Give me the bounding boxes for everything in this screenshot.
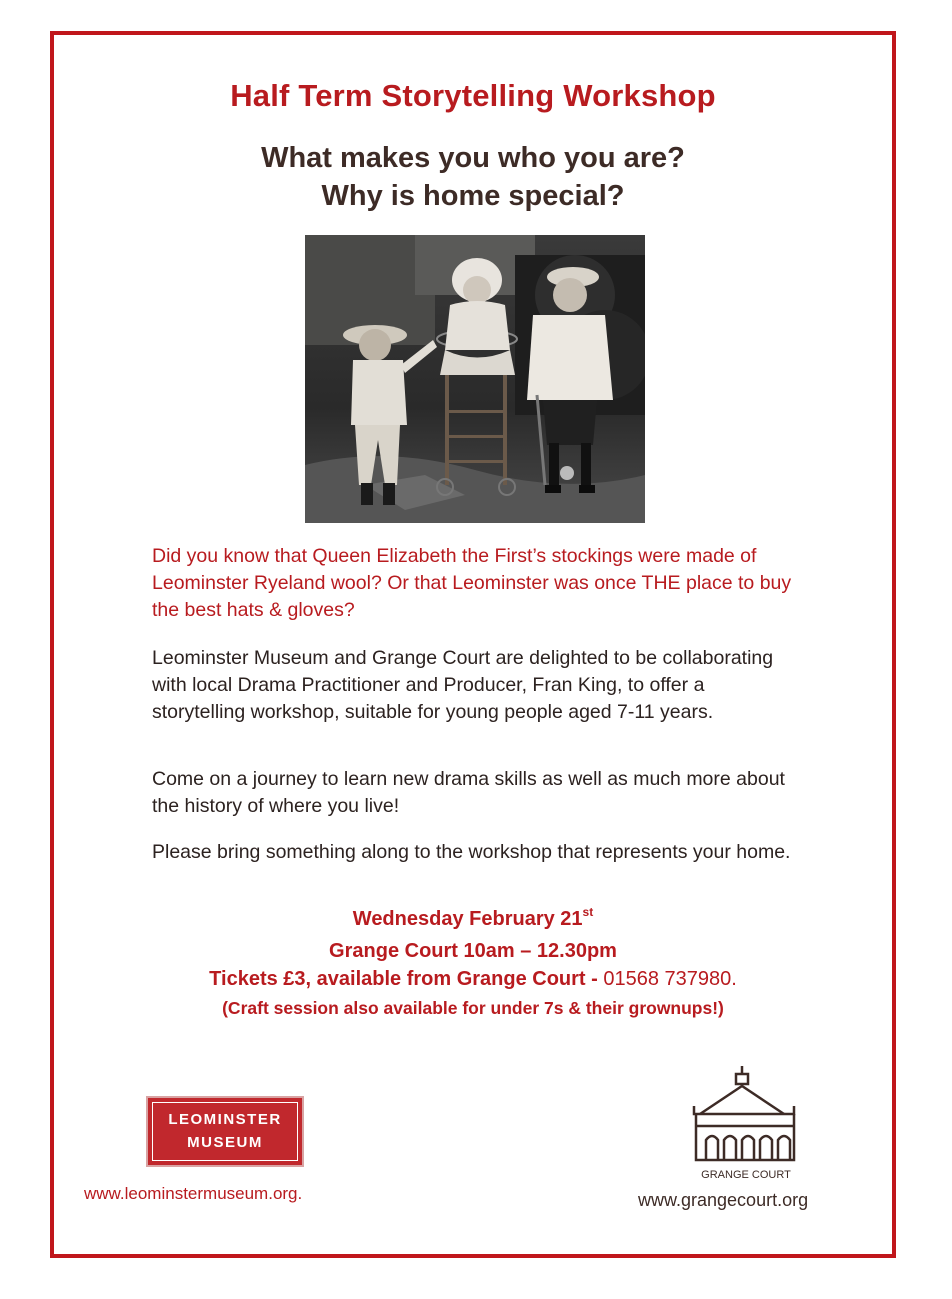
phone-number: 01568 737980. <box>603 968 737 990</box>
bring-item-paragraph: Please bring something along to the workshop that represents your home. <box>152 841 791 863</box>
vintage-children-photo <box>305 235 645 523</box>
leominster-museum-logo <box>146 1096 304 1167</box>
leominster-museum-url[interactable]: www.leominstermuseum.org. <box>84 1184 303 1203</box>
poster-title: Half Term Storytelling Workshop <box>230 78 716 113</box>
description-paragraph: Leominster Museum and Grange Court are delighted to be collaborating with local Drama Practitioner and Producer, Fran King, to offer a storytelling workshop, suitable for young people aged 7-11 years. <box>152 647 774 723</box>
subtitle-question-2: Why is home special? <box>321 180 625 212</box>
event-date-text: Wednesday February 21 <box>352 908 583 930</box>
grange-court-logo <box>690 1064 802 1182</box>
logo-line-1: LEOMINSTER <box>168 1111 282 1128</box>
event-tickets <box>0 968 946 991</box>
subtitle-question-1: What makes you who you are? <box>261 142 685 174</box>
event-venue-time: Grange Court 10am – 12.30pm <box>329 940 617 962</box>
logo-line-2: MUSEUM <box>187 1134 263 1151</box>
event-date <box>0 905 946 931</box>
journey-paragraph: Come on a journey to learn new drama skills as well as much more about the history of where you live! <box>152 768 785 817</box>
intro-paragraph: Did you know that Queen Elizabeth the First’s stockings were made of Leominster Ryeland wool? Or that Leominster was once THE place to buy the best hats & gloves? <box>152 545 792 621</box>
grange-court-logo-text: GRANGE COURT <box>701 1169 791 1181</box>
event-date-suffix: st <box>582 905 594 919</box>
tickets-text: Tickets £3, available from Grange Court - <box>209 968 604 990</box>
craft-session-note: (Craft session also available for under 7s & their grownups!) <box>222 998 724 1018</box>
grange-court-url[interactable]: www.grangecourt.org <box>638 1190 809 1210</box>
